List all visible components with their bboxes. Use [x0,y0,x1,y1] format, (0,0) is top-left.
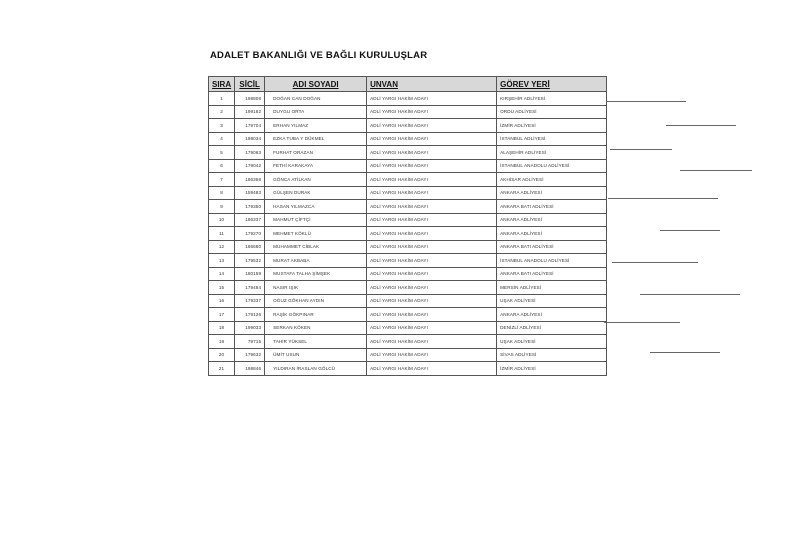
scan-mark [606,101,686,102]
cell-sicil: 186337 [235,213,265,227]
cell-sicil: 179063 [235,146,265,160]
cell-sicil: 186680 [235,240,265,254]
cell-ad-soyadi: YILDIRAN İRASLAN GÖLCÜ [265,362,367,376]
cell-gorev-yeri: KIRŞEHİR ADLİYESİ [497,92,607,106]
cell-gorev-yeri: ALAŞEHİR ADLİYESİ [497,146,607,160]
table-row [209,119,607,133]
cell-sira: 19 [209,335,235,349]
cell-sira: 8 [209,186,235,200]
cell-unvan: ADLİ YARGI HAKİM ADAYI [367,240,497,254]
cell-ad-soyadi: DUYGU ORTA [265,105,367,119]
cell-unvan: ADLİ YARGI HAKİM ADAYI [367,281,497,295]
cell-gorev-yeri: ORDU ADLİYESİ [497,105,607,119]
cell-ad-soyadi: GÜLŞEN DURAK [265,186,367,200]
cell-unvan: ADLİ YARGI HAKİM ADAYI [367,186,497,200]
cell-sira: 15 [209,281,235,295]
cell-ad-soyadi: FURHAT ORAZAN [265,146,367,160]
table-row [209,186,607,200]
cell-sira: 6 [209,159,235,173]
cell-sicil: 199182 [235,105,265,119]
cell-unvan: ADLİ YARGI HAKİM ADAYI [367,335,497,349]
table-row [209,240,607,254]
table-row [209,267,607,281]
cell-gorev-yeri: ANKARA BATI ADLİYESİ [497,267,607,281]
table-body [209,92,607,376]
table-row [209,159,607,173]
cell-unvan: ADLİ YARGI HAKİM ADAYI [367,254,497,268]
cell-sicil: 198846 [235,362,265,376]
scan-mark [604,322,680,323]
cell-sira: 10 [209,213,235,227]
cell-gorev-yeri: İZMİR ADLİYESİ [497,362,607,376]
cell-sicil: 179350 [235,200,265,214]
scan-mark [666,125,736,126]
cell-sira: 9 [209,200,235,214]
cell-gorev-yeri: MERSİN ADLİYESİ [497,281,607,295]
cell-sicil: 179632 [235,348,265,362]
scan-mark [660,230,720,231]
table-row [209,146,607,160]
table-row [209,213,607,227]
table-row [209,321,607,335]
cell-sira: 16 [209,294,235,308]
cell-unvan: ADLİ YARGI HAKİM ADAYI [367,227,497,241]
cell-ad-soyadi: MEHMET KÖKLÜ [265,227,367,241]
cell-unvan: ADLİ YARGI HAKİM ADAYI [367,159,497,173]
cell-ad-soyadi: HASAN YILMAZCA [265,200,367,214]
scan-mark [650,352,720,353]
cell-ad-soyadi: ERHAN YILMAZ [265,119,367,133]
cell-unvan: ADLİ YARGI HAKİM ADAYI [367,200,497,214]
cell-ad-soyadi: EZKA TUBA Y DÜKMEL [265,132,367,146]
cell-gorev-yeri: ANKARA BATI ADLİYESİ [497,200,607,214]
cell-sira: 18 [209,321,235,335]
cell-unvan: ADLİ YARGI HAKİM ADAYI [367,146,497,160]
table-row [209,294,607,308]
cell-ad-soyadi: FETHİ KARAKAYA [265,159,367,173]
cell-sicil: 179270 [235,227,265,241]
scan-mark [610,149,672,150]
cell-ad-soyadi: GÖNCA ATİLKAN [265,173,367,187]
cell-ad-soyadi: NASIR IŞIK [265,281,367,295]
header-sira: SIRA [209,77,235,92]
cell-sira: 13 [209,254,235,268]
document-title: ADALET BAKANLIĞI VE BAĞLI KURULUŞLAR [210,50,428,61]
cell-sira: 21 [209,362,235,376]
cell-unvan: ADLİ YARGI HAKİM ADAYI [367,92,497,106]
cell-unvan: ADLİ YARGI HAKİM ADAYI [367,348,497,362]
cell-ad-soyadi: SERKAN KÖKEN [265,321,367,335]
table-row [209,348,607,362]
cell-unvan: ADLİ YARGI HAKİM ADAYI [367,119,497,133]
cell-ad-soyadi: MAHMUT ÇİFTÇİ [265,213,367,227]
personnel-table [208,76,607,376]
cell-unvan: ADLİ YARGI HAKİM ADAYI [367,173,497,187]
cell-sira: 5 [209,146,235,160]
cell-sira: 1 [209,92,235,106]
cell-unvan: ADLİ YARGI HAKİM ADAYI [367,362,497,376]
cell-ad-soyadi: MUHAMMET CİBLAK [265,240,367,254]
header-ad-soyadi: ADI SOYADI [265,77,367,92]
cell-ad-soyadi: MUSTAFA TALHA ŞİMŞEK [265,267,367,281]
cell-sira: 2 [209,105,235,119]
cell-gorev-yeri: UŞAK ADLİYESİ [497,335,607,349]
cell-gorev-yeri: ANKARA BATI ADLİYESİ [497,240,607,254]
cell-sira: 17 [209,308,235,322]
cell-sicil: 179484 [235,281,265,295]
cell-gorev-yeri: İSTANBUL ANADOLU ADLİYESİ [497,159,607,173]
header-unvan: UNVAN [367,77,497,92]
table-row [209,92,607,106]
cell-sira: 4 [209,132,235,146]
cell-unvan: ADLİ YARGI HAKİM ADAYI [367,321,497,335]
table-row [209,308,607,322]
cell-sicil: 79715 [235,335,265,349]
header-sicil: SİCİL [235,77,265,92]
table-row [209,105,607,119]
table-row [209,335,607,349]
scan-mark [680,170,752,171]
cell-ad-soyadi: MURAT AKBABA [265,254,367,268]
cell-sira: 14 [209,267,235,281]
cell-gorev-yeri: ANKARA ADLİYESİ [497,213,607,227]
cell-sira: 7 [209,173,235,187]
cell-gorev-yeri: ANKARA ADLİYESİ [497,227,607,241]
cell-ad-soyadi: OĞUZ GÖKHAN AYDIN [265,294,367,308]
cell-gorev-yeri: UŞAK ADLİYESİ [497,294,607,308]
table-row [209,362,607,376]
cell-sicil: 198034 [235,132,265,146]
table-row [209,200,607,214]
cell-sicil: 179704 [235,119,265,133]
header-gorev-yeri: GÖREV YERİ [497,77,607,92]
cell-unvan: ADLİ YARGI HAKİM ADAYI [367,213,497,227]
cell-gorev-yeri: İSTANBUL ANADOLU ADLİYESİ [497,254,607,268]
cell-sicil: 159483 [235,186,265,200]
cell-sicil: 199033 [235,321,265,335]
cell-sicil: 179042 [235,159,265,173]
cell-sira: 3 [209,119,235,133]
table-row [209,227,607,241]
cell-gorev-yeri: SİVAS ADLİYESİ [497,348,607,362]
cell-sira: 11 [209,227,235,241]
table-row [209,173,607,187]
cell-unvan: ADLİ YARGI HAKİM ADAYI [367,267,497,281]
cell-sicil: 180159 [235,267,265,281]
cell-sicil: 179532 [235,254,265,268]
cell-ad-soyadi: DOĞAN CAN DOĞAN [265,92,367,106]
cell-gorev-yeri: DENİZLİ ADLİYESİ [497,321,607,335]
cell-gorev-yeri: AKHİSAR ADLİYESİ [497,173,607,187]
scan-mark [612,262,698,263]
cell-unvan: ADLİ YARGI HAKİM ADAYI [367,132,497,146]
cell-sicil: 198808 [235,92,265,106]
cell-gorev-yeri: ANKARA ADLİYESİ [497,308,607,322]
cell-gorev-yeri: İZMİR ADLİYESİ [497,119,607,133]
cell-sicil: 179126 [235,308,265,322]
cell-ad-soyadi: ÜMİT USUN [265,348,367,362]
cell-sicil: 186358 [235,173,265,187]
table-row [209,254,607,268]
cell-ad-soyadi: TAHİR YÜKSEL [265,335,367,349]
cell-gorev-yeri: İSTANBUL ADLİYESİ [497,132,607,146]
cell-unvan: ADLİ YARGI HAKİM ADAYI [367,294,497,308]
scan-mark [608,198,718,199]
cell-sicil: 179337 [235,294,265,308]
table-row [209,281,607,295]
table-row [209,132,607,146]
cell-gorev-yeri: ANKARA ADLİYESİ [497,186,607,200]
cell-sira: 12 [209,240,235,254]
scan-mark [640,294,740,295]
cell-sira: 20 [209,348,235,362]
cell-ad-soyadi: RAŞİK GÖKPINAR [265,308,367,322]
cell-unvan: ADLİ YARGI HAKİM ADAYI [367,105,497,119]
cell-unvan: ADLİ YARGI HAKİM ADAYI [367,308,497,322]
header-row [209,77,607,92]
